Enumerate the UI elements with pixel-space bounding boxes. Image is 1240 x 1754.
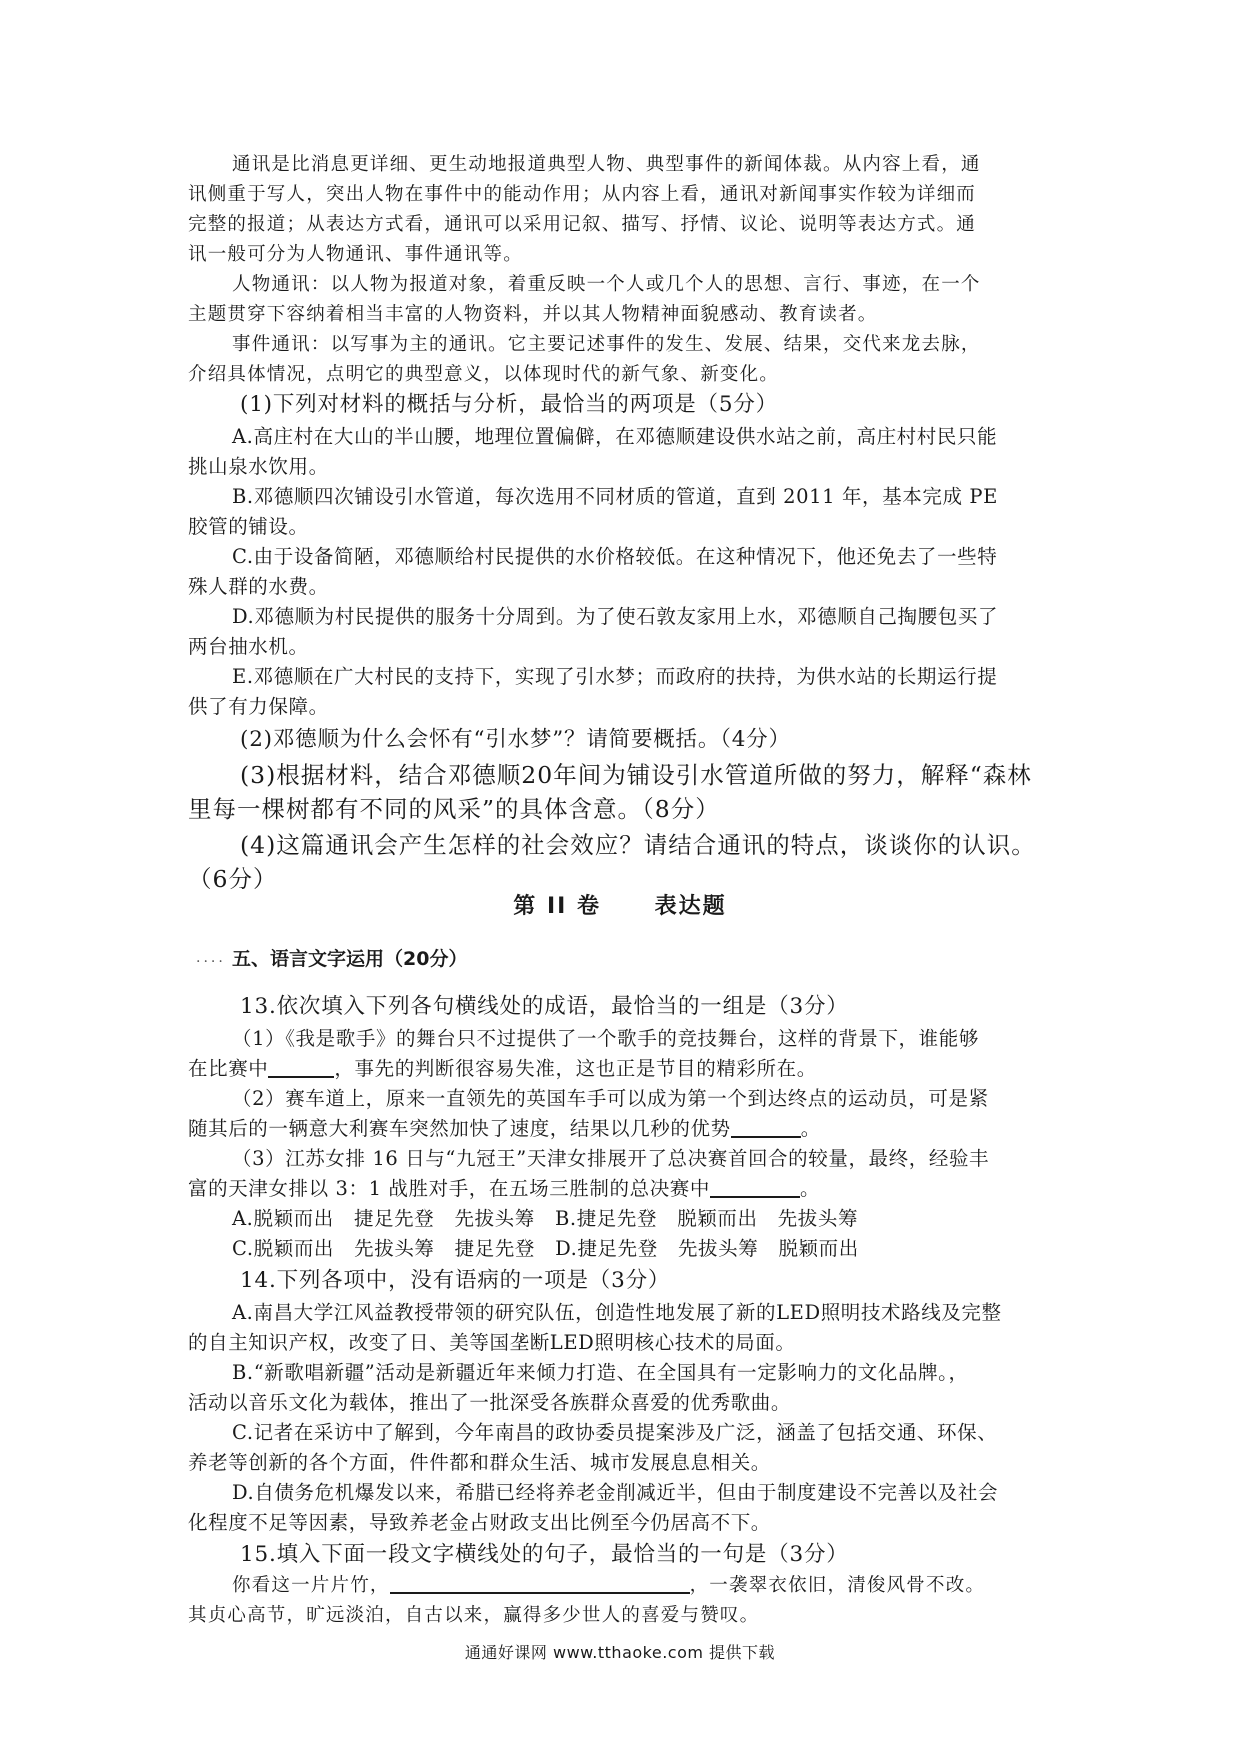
answer-blank[interactable] — [731, 1117, 801, 1139]
question-12-sub3: (3)根据材料，结合邓德顺20年间为铺设引水管道所做的努力，解释“森林 — [240, 761, 1032, 789]
intro-line: 人物通讯：以人物为报道对象，着重反映一个人或几个人的思想、言行、事迹，在一个 — [232, 274, 981, 295]
option-a-cont: 挑山泉水饮用。 — [188, 455, 329, 478]
question-12-sub4-cont: （6分） — [188, 865, 278, 893]
text: ，一袭翠衣依旧，清俊风骨不改。 — [689, 1575, 986, 1596]
volume-name: 表达题 — [654, 894, 727, 919]
intro-line: 讯侧重于写人，突出人物在事件中的能动作用；从内容上看，通讯对新闻事实作较为详细而 — [188, 184, 977, 205]
option-b: B.邓德顺四次铺设引水管道，每次选用不同材质的管道，直到 2011 年，基本完成 PE — [232, 485, 998, 508]
intro-line: 通讯是比消息更详细、更生动地报道典型人物、典型事件的新闻体裁。从内容上看，通 — [232, 154, 981, 175]
intro-line: 完整的报道；从表达方式看，通讯可以采用记叙、描写、抒情、议论、说明等表达方式。通 — [188, 214, 977, 235]
answer-blank[interactable] — [390, 1574, 690, 1595]
answer-blank[interactable] — [710, 1177, 800, 1199]
option-a: A.高庄村在大山的半山腰，地理位置偏僻，在邓德顺建设供水站之前，高庄村村民只能 — [232, 425, 998, 448]
option-d-cont: 两台抽水机。 — [188, 635, 309, 658]
question-12-sub2: (2)邓德顺为什么会怀有“引水梦”？请简要概括。（4分） — [240, 727, 791, 752]
options-ab: A.脱颖而出 捷足先登 先拔头筹 B.捷足先登 脱颖而出 先拔头筹 — [232, 1207, 859, 1230]
option-c-cont: 养老等创新的各个方面，件件都和群众生活、城市发展息息相关。 — [188, 1451, 771, 1474]
question-14-stem: 14.下列各项中，没有语病的一项是（3分） — [240, 1268, 671, 1293]
option-b-cont: 胶管的铺设。 — [188, 515, 309, 538]
sentence-3-cont — [188, 1173, 1056, 1201]
sentence-1-cont — [188, 1053, 1056, 1081]
option-b-cont: 活动以音乐文化为载体，推出了一批深受各族群众喜爱的优秀歌曲。 — [188, 1391, 792, 1414]
text: 。 — [800, 1117, 821, 1140]
footer-source: 通通好课网 www.tthaoke.com 提供下载 — [464, 1643, 776, 1662]
option-e: E.邓德顺在广大村民的支持下，实现了引水梦；而政府的扶持，为供水站的长期运行提 — [232, 665, 998, 688]
option-c: C.记者在采访中了解到，今年南昌的政协委员提案涉及广泛，涵盖了包括交通、环保、 — [232, 1421, 998, 1444]
intro-line: 主题贯穿下容纳着相当丰富的人物资料，并以其人物精神面貌感动、教育读者。 — [188, 304, 878, 325]
text: ，事先的判断很容易失准，这也正是节目的精彩所在。 — [334, 1057, 817, 1080]
text: 你看这一片片竹， — [232, 1575, 390, 1596]
sentence-1: （1）《我是歌手》的舞台只不过提供了一个歌手的竞技舞台，这样的背景下，谁能够 — [232, 1027, 979, 1050]
option-c: C.由于设备简陋，邓德顺给村民提供的水价格较低。在这种情况下，他还免去了一些特 — [232, 545, 998, 568]
section-heading — [0, 889, 1240, 920]
option-e-cont: 供了有力保障。 — [188, 695, 329, 718]
sentence-3: （3）江苏女排 16 日与“九冠王”天津女排展开了总决赛首回合的较量，最终，经验丰 — [232, 1147, 990, 1170]
sentence-2-cont — [188, 1113, 1056, 1141]
text: 富的天津女排以 3：1 战胜对手，在五场三胜制的总决赛中 — [188, 1177, 711, 1200]
option-d: D.邓德顺为村民提供的服务十分周到。为了使石敦友家用上水，邓德顺自己掏腰包买了 — [232, 605, 999, 628]
answer-blank[interactable] — [268, 1057, 334, 1079]
part-five-heading: 五、语言文字运用（20分） — [232, 948, 468, 970]
option-d-cont: 化程度不足等因素，导致养老金占财政支出比例至今仍居高不下。 — [188, 1511, 771, 1534]
option-a: A.南昌大学江风益教授带领的研究队伍，创造性地发展了新的LED照明技术路线及完整 — [232, 1301, 1002, 1324]
intro-line: 介绍具体情况，点明它的典型意义，以体现时代的新气象、新变化。 — [188, 364, 780, 385]
intro-line: 事件通讯：以写事为主的通讯。它主要记述事件的发生、发展、结果，交代来龙去脉， — [232, 334, 981, 355]
text: 。 — [800, 1177, 821, 1200]
passage-line — [232, 1571, 1100, 1597]
options-cd: C.脱颖而出 先拔头筹 捷足先登 D.捷足先登 先拔头筹 脱颖而出 — [232, 1237, 859, 1260]
intro-line: 讯一般可分为人物通讯、事件通讯等。 — [188, 244, 523, 265]
option-c-cont: 殊人群的水费。 — [188, 575, 329, 598]
question-13-stem: 13.依次填入下列各句横线处的成语，最恰当的一组是（3分） — [240, 994, 849, 1019]
question-15-stem: 15.填入下面一段文字横线处的句子，最恰当的一句是（3分） — [240, 1542, 849, 1567]
text: 随其后的一辆意大利赛车突然加快了速度，结果以几秒的优势 — [188, 1117, 731, 1140]
option-a-cont: 的自主知识产权，改变了日、美等国垄断LED照明核心技术的局面。 — [188, 1331, 796, 1354]
leader-dots: .... — [196, 950, 226, 966]
option-d: D.自债务危机爆发以来，希腊已经将养老金削减近半，但由于制度建设不完善以及社会 — [232, 1481, 999, 1504]
sentence-2: （2）赛车道上，原来一直领先的英国车手可以成为第一个到达终点的运动员，可是紧 — [232, 1087, 989, 1110]
question-12-sub3-cont: 里每一棵树都有不同的风采”的具体含意。（8分） — [188, 795, 720, 823]
volume-label: 第 II 卷 — [513, 894, 601, 919]
question-12-sub1: (1)下列对材料的概括与分析，最恰当的两项是（5分） — [240, 392, 778, 417]
question-12-sub4: (4)这篇通讯会产生怎样的社会效应？请结合通讯的特点，谈谈你的认识。 — [240, 831, 1036, 859]
passage-line: 其贞心高节，旷远淡泊，自古以来，赢得多少世人的喜爱与赞叹。 — [188, 1605, 760, 1626]
text: 在比赛中 — [188, 1057, 269, 1080]
option-b: B.“新歌唱新疆”活动是新疆近年来倾力打造、在全国具有一定影响力的文化品牌。， — [232, 1361, 969, 1384]
